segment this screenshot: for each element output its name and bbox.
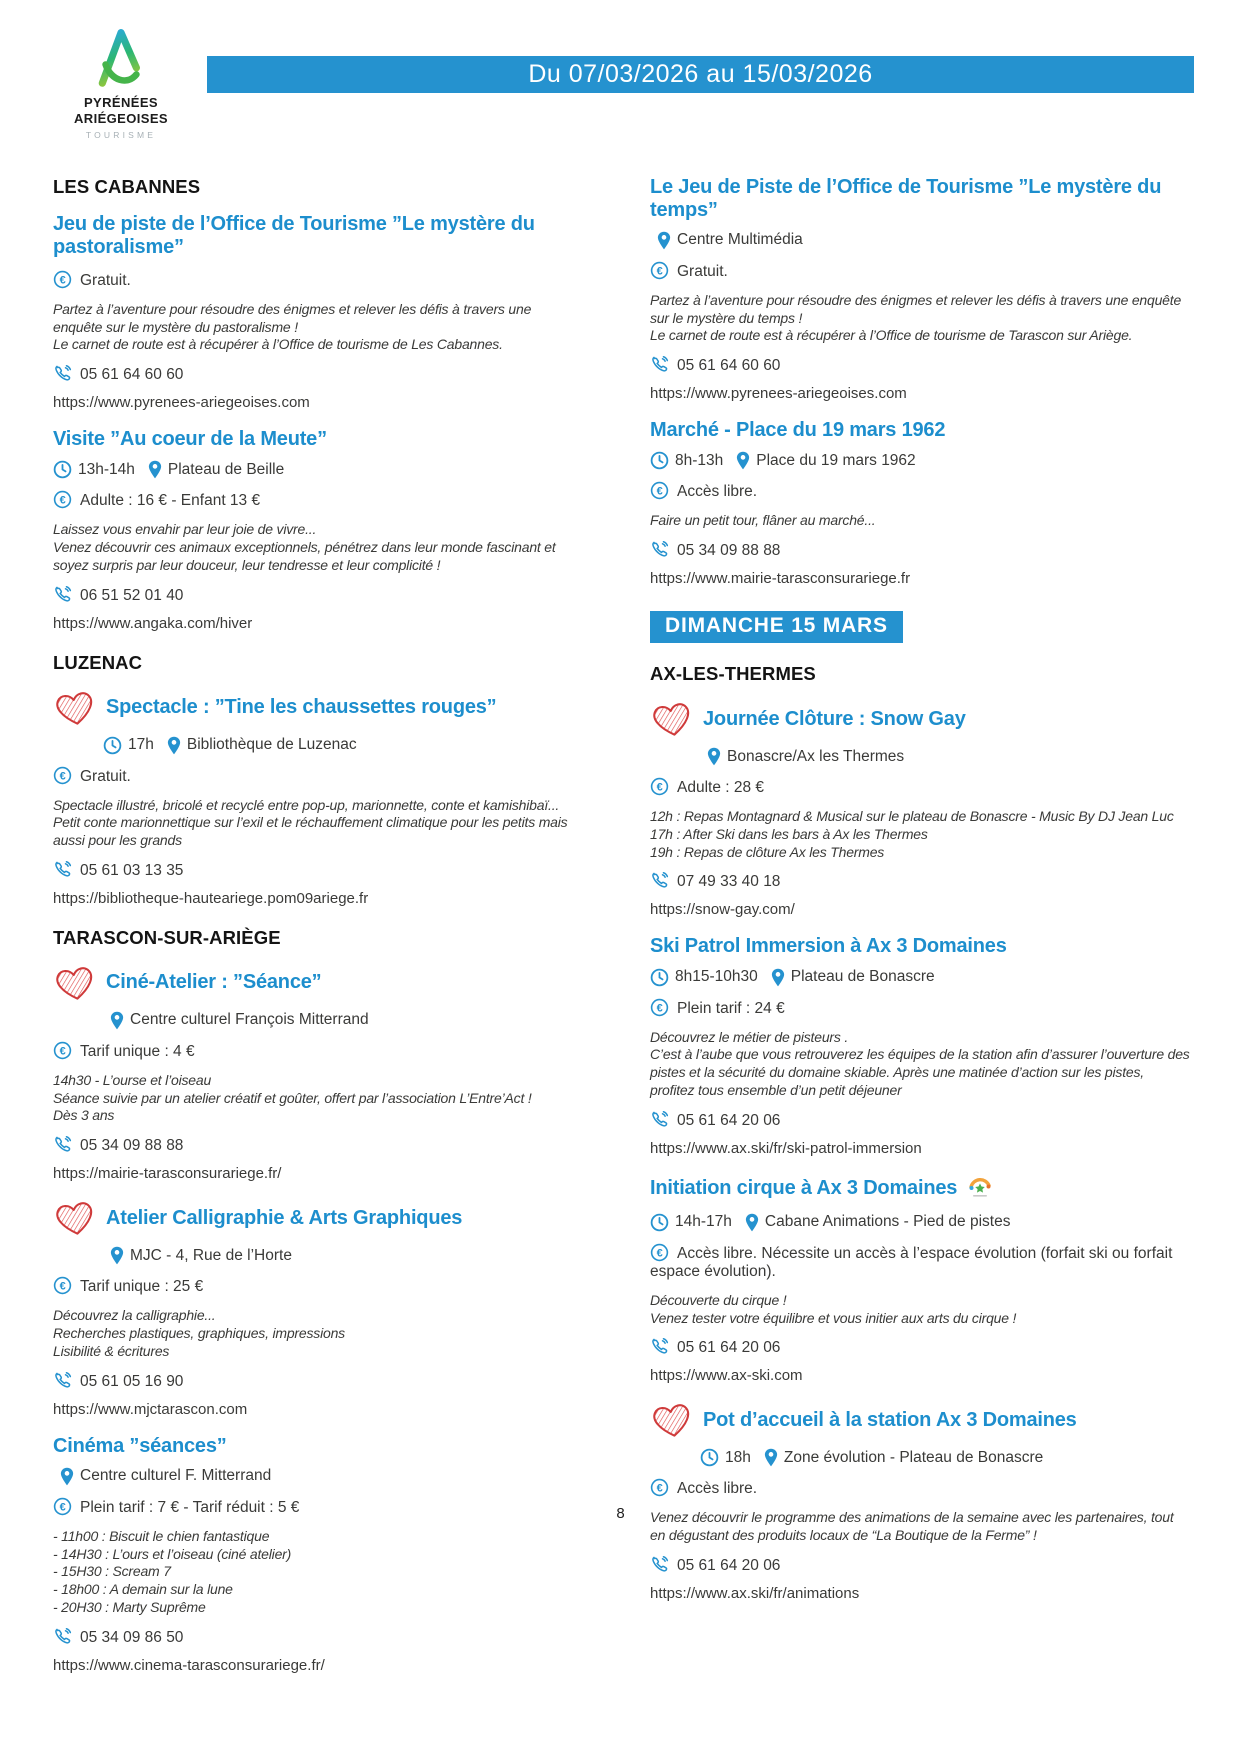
event-price-row [650,777,1191,797]
event-url[interactable]: https://www.ax.ski/fr/animations [650,1584,860,1602]
event-title-text: Cinéma ”séances” [53,1434,227,1457]
event-description [650,1029,1191,1100]
event-card [53,428,580,631]
event-description-line: - 15H30 : Scream 7 [53,1563,171,1580]
event-meta-row [53,1467,580,1486]
event-time: 8h-13h [675,451,724,469]
phone-icon [53,364,72,383]
event-place: MJC - 4, Rue de l’Horte [130,1246,292,1264]
event-meta-row [650,1213,1191,1232]
event-description-line: Le carnet de route est à récupérer à l’Office de tourisme de Les Cabannes. [53,336,503,353]
event-title-row [650,700,1191,738]
event-phone-number: 05 34 09 88 88 [677,542,781,560]
event-title-row [53,1435,580,1458]
event-phone-number: 05 61 64 60 60 [677,357,781,375]
event-title [650,419,945,442]
euro-price-icon [53,1276,72,1295]
event-title-text: Jeu de piste de l’Office de Tourisme ”Le mystère du pastoralisme” [53,212,535,258]
event-description [650,1292,1191,1328]
event-phone-row [53,1627,580,1647]
event-place: Centre culturel François Mitterrand [130,1011,369,1029]
event-phone-number: 05 61 64 60 60 [80,366,184,384]
event-description-line: Lisibilité & écritures [53,1342,170,1359]
event-card [650,1174,1191,1385]
euro-price-icon [650,998,669,1017]
location-pin-icon [167,736,181,755]
event-description-line: - 11h00 : Biscuit le chien fantastique [53,1527,270,1544]
phone-icon [53,1627,72,1646]
page-body [0,140,1241,1691]
right-column [650,176,1191,1619]
event-title-row [650,1174,1191,1204]
event-price-row [53,766,580,786]
location-pin-icon [657,231,671,250]
event-description-line: 14h30 - L’ourse et l’oiseau [53,1071,212,1088]
heart-icon [650,1401,694,1439]
event-price: Tarif unique : 25 € [80,1278,204,1296]
event-price-row [53,1041,580,1061]
event-title-text: Le Jeu de Piste de l’Office de Tourisme ”Le mystère du temps” [650,175,1162,221]
event-title-row [53,213,580,259]
svg-text:€: € [656,781,663,794]
event-place: Plateau de Beille [167,460,285,478]
event-title [703,708,966,731]
event-phone-number: 05 61 64 20 06 [677,1111,781,1129]
euro-price-icon [650,1478,669,1497]
event-phone-number: 05 61 64 20 06 [677,1556,781,1574]
city-heading: LUZENAC [53,651,143,673]
euro-price-icon [650,481,669,500]
event-title-text: Ciné-Atelier : ”Séance” [106,971,322,994]
phone-icon [650,1555,669,1574]
event-place: Bonascre/Ax les Thermes [727,747,905,765]
event-description-line: Partez à l’aventure pour résoudre des énigmes et relever les défis à travers une enquête sur le mystère du pastoralisme ! [53,300,532,335]
event-meta-row [103,1246,580,1265]
event-phone-row [53,1135,580,1155]
phone-icon [650,1110,669,1129]
event-title [650,176,1191,222]
location-pin-icon [745,1213,759,1232]
event-description-line: Petit conte marionnettique sur l’exil et le réchauffement climatique pour les petits mais aussi pour les grands [53,814,568,849]
event-card [650,935,1191,1156]
event-meta-row [650,231,1191,250]
event-meta-row [700,747,1191,766]
event-phone-number: 05 34 09 88 88 [80,1137,184,1155]
event-price: Plein tarif : 24 € [677,999,785,1017]
event-phone-row [650,871,1191,891]
event-title [650,1174,993,1204]
event-meta-row [700,1448,1191,1467]
event-url[interactable]: https://www.ax-ski.com [650,1367,803,1385]
event-meta-row [103,1011,580,1030]
event-description [53,521,580,574]
phone-icon [650,871,669,890]
euro-price-icon [650,1243,669,1262]
event-title-text: Spectacle : ”Tine les chaussettes rouges” [106,696,497,719]
event-place: Cabane Animations - Pied de pistes [764,1213,1011,1231]
event-title-text: Journée Clôture : Snow Gay [703,707,966,730]
event-title-text: Initiation cirque à Ax 3 Domaines [650,1176,958,1199]
event-place: Centre Multimédia [677,231,803,249]
event-title [106,696,496,719]
event-place: Place du 19 mars 1962 [756,451,916,469]
heart-icon [53,689,97,727]
famille-plus-icon [967,1174,993,1204]
event-phone-row [53,364,580,384]
event-price: Accès libre. [677,483,758,501]
event-description-line: Recherches plastiques, graphiques, impressions [53,1325,345,1342]
event-description-line: Venez tester votre équilibre et vous initier aux arts du cirque ! [650,1309,1017,1326]
location-pin-icon [736,451,750,470]
event-price: Tarif unique : 4 € [80,1042,195,1060]
event-time: 18h [725,1448,751,1466]
location-pin-icon [110,1011,124,1030]
svg-text:€: € [656,1482,663,1495]
pyrenees-ariegeoises-logo [57,28,185,140]
svg-text:€: € [59,769,66,782]
event-description-line: Séance suivie par un atelier créatif et goûter, offert par l’association L’Entre’Act ! [53,1089,532,1106]
event-title-row [53,689,580,727]
event-title-text: Ski Patrol Immersion à Ax 3 Domaines [650,935,1007,958]
logo-text-line1: PYRÉNÉES [83,95,158,110]
event-phone-number: 05 61 03 13 35 [80,861,184,879]
event-url[interactable]: https://bibliotheque-hauteariege.pom09ariege.fr [53,889,369,907]
phone-icon [53,1135,72,1154]
event-meta-row [103,736,580,755]
svg-text:€: € [59,274,66,287]
date-range-banner [207,56,1194,93]
location-pin-icon [764,1448,778,1467]
location-pin-icon [707,747,721,766]
event-description [53,797,580,850]
event-phone-row [650,1555,1191,1575]
event-place: Plateau de Bonascre [790,968,935,986]
event-description-line: Laissez vous envahir par leur joie de vivre... [53,521,317,538]
event-phone-number: 06 51 52 01 40 [80,586,184,604]
svg-text:€: € [656,1247,663,1260]
event-title [53,1435,227,1458]
svg-text:€: € [59,1280,66,1293]
euro-price-icon [53,490,72,509]
event-description-line: 12h : Repas Montagnard & Musical sur le plateau de Bonascre - Music By DJ Jean Luc [650,808,1174,825]
event-title-row [53,964,580,1002]
event-title [106,1207,462,1230]
event-description [53,1528,580,1617]
clock-icon [53,460,72,479]
event-description-line: Partez à l’aventure pour résoudre des énigmes et relever les défis à travers une enquête sur le mystère du temps ! [650,291,1182,326]
event-phone-row [53,1371,580,1391]
event-phone-number: 05 61 05 16 90 [80,1372,184,1390]
city-heading: TARASCON-SUR-ARIÈGE [53,926,281,948]
page-header [0,0,1241,140]
event-card [650,700,1191,918]
event-price: Adulte : 16 € - Enfant 13 € [80,492,261,510]
event-title-row [650,176,1191,222]
svg-text:€: € [59,494,66,507]
event-title [703,1409,1077,1432]
phone-icon [650,540,669,559]
event-title-row [650,935,1191,958]
euro-price-icon [650,261,669,280]
event-time: 17h [128,736,154,754]
event-description-line: 19h : Repas de clôture Ax les Thermes [650,843,885,860]
event-place: Bibliothèque de Luzenac [186,736,357,754]
event-description-line: Découverte du cirque ! [650,1291,787,1308]
event-description-line: Découvrez le métier de pisteurs . [650,1028,849,1045]
location-pin-icon [771,968,785,987]
event-meta-row [53,460,580,479]
svg-text:€: € [656,265,663,278]
event-phone-row [53,860,580,880]
event-price: Gratuit. [677,262,728,280]
event-price-row [53,490,580,510]
event-price-row [650,261,1191,281]
svg-text:€: € [656,485,663,498]
event-card [650,176,1191,403]
event-card [53,1199,580,1417]
event-price: Adulte : 28 € [677,779,765,797]
euro-price-icon [53,270,72,289]
event-description-line: Le carnet de route est à récupérer à l’Office de tourisme de Tarascon sur Ariège. [650,327,1133,344]
logo-text-line3: TOURISME [85,129,157,140]
event-phone-row [650,355,1191,375]
event-description-line: - 14H30 : L’ours et l’oiseau (ciné atelier) [53,1545,292,1562]
event-price-row [650,1243,1191,1281]
left-column [53,176,580,1691]
page-number: 8 [616,1505,625,1522]
event-url[interactable]: https://snow-gay.com/ [650,901,795,919]
event-description-line: C’est à l’aube que vous retrouverez les équipes de la station afin d’assurer l’ouverture des pistes et la sécurité du domaine skiable. Après une matinée d’action sur les pistes, profitez tous ensemble d’un petit déjeuner [650,1046,1190,1098]
event-price-row [650,481,1191,501]
event-description-line: Découvrez la calligraphie... [53,1307,216,1324]
heart-icon [53,1199,97,1237]
event-meta-row [650,451,1191,470]
event-title-text: Pot d’accueil à la station Ax 3 Domaines [703,1408,1077,1431]
clock-icon [650,1213,669,1232]
event-url[interactable]: https://www.pyrenees-ariegeoises.com [53,394,310,412]
heart-icon [650,700,694,738]
event-description-line: 17h : After Ski dans les bars à Ax les Thermes [650,825,928,842]
event-title [650,935,1007,958]
event-phone-number: 07 49 33 40 18 [677,873,781,891]
event-description [650,808,1191,861]
event-title [106,971,321,994]
clock-icon [650,451,669,470]
event-time: 14h-17h [675,1213,732,1231]
event-price: Gratuit. [80,271,131,289]
clock-icon [103,736,122,755]
event-card [53,213,580,412]
event-price-row [650,1478,1191,1498]
page-footer [0,1505,1241,1522]
event-price: Accès libre. [677,1480,758,1498]
event-phone-row [650,540,1191,560]
event-description-line: Venez découvrir le programme des animations de la semaine avec les partenaires, tout en dégustant des produits locaux de “La Boutique de la Ferme” ! [650,1509,1174,1544]
event-price: Gratuit. [80,767,131,785]
phone-icon [650,1337,669,1356]
event-title-row [650,1401,1191,1439]
event-phone-number: 05 61 64 20 06 [677,1339,781,1357]
event-phone-row [53,585,580,605]
event-phone-row [650,1337,1191,1357]
svg-text:€: € [656,1001,663,1014]
event-phone-row [650,1110,1191,1130]
clock-icon [700,1448,719,1467]
heart-icon [53,964,97,1002]
event-title-row [53,428,580,451]
event-url[interactable]: https://www.mairie-tarasconsurariege.fr [650,570,911,588]
euro-price-icon [53,766,72,785]
event-url[interactable]: https://www.cinema-tarasconsurariege.fr/ [53,1656,325,1674]
location-pin-icon [110,1246,124,1265]
event-title-row [53,1199,580,1237]
event-description-line: Dès 3 ans [53,1107,115,1124]
event-place: Centre culturel F. Mitterrand [80,1467,272,1485]
event-price-row [53,1276,580,1296]
event-title [53,428,327,451]
event-title-row [650,419,1191,442]
event-description-line: Spectacle illustré, bricolé et recyclé entre pop-up, marionnette, conte et kamishibaï... [53,796,560,813]
svg-text:€: € [59,1501,66,1514]
euro-price-icon [650,777,669,796]
phone-icon [53,860,72,879]
clock-icon [650,968,669,987]
event-card [53,964,580,1182]
event-url[interactable]: https://www.mjctarascon.com [53,1400,248,1418]
event-price: Plein tarif : 7 € - Tarif réduit : 5 € [80,1498,300,1516]
day-banner-row [650,611,1191,643]
event-title [53,213,580,259]
event-url[interactable]: https://www.pyrenees-ariegeoises.com [650,385,907,403]
location-pin-icon [148,460,162,479]
event-title-text: Atelier Calligraphie & Arts Graphiques [106,1206,463,1229]
event-url[interactable]: https://mairie-tarasconsurariege.fr/ [53,1165,282,1183]
event-description-line: - 20H30 : Marty Suprême [53,1598,206,1615]
event-time: 8h15-10h30 [675,968,758,986]
event-description [53,1307,580,1360]
phone-icon [650,355,669,374]
event-card [53,689,580,907]
event-card [650,419,1191,587]
euro-price-icon [53,1041,72,1060]
event-description [650,512,1191,530]
event-description-line: - 18h00 : A demain sur la lune [53,1581,233,1598]
event-description [53,301,580,354]
event-title-text: Visite ”Au coeur de la Meute” [53,428,327,451]
event-title-text: Marché - Place du 19 mars 1962 [650,419,946,442]
event-price-row [650,998,1191,1018]
event-phone-number: 05 34 09 86 50 [80,1628,184,1646]
date-range-text: Du 07/03/2026 au 15/03/2026 [528,60,873,88]
event-time: 13h-14h [78,460,135,478]
location-pin-icon [60,1467,74,1486]
event-description [650,292,1191,345]
event-description-line: Venez découvrir ces animaux exceptionnels, pénétrez dans leur monde fascinant et soyez surpris par leur douceur, leur tendresse et leur complicité ! [53,539,556,573]
event-card [650,1401,1191,1602]
svg-text:€: € [59,1045,66,1058]
event-url[interactable]: https://www.angaka.com/hiver [53,614,253,632]
event-place: Zone évolution - Plateau de Bonascre [783,1448,1044,1466]
event-url[interactable]: https://www.ax.ski/fr/ski-patrol-immersion [650,1139,922,1157]
day-banner: DIMANCHE 15 MARS [650,611,903,643]
event-meta-row [650,968,1191,987]
event-description-line: Faire un petit tour, flâner au marché... [650,512,876,529]
mountain-a-logo-icon [88,28,154,90]
city-heading: LES CABANNES [53,175,201,197]
phone-icon [53,585,72,604]
city-heading: AX-LES-THERMES [650,663,816,685]
event-description [53,1072,580,1125]
event-price-row [53,270,580,290]
phone-icon [53,1371,72,1390]
event-price: Accès libre. Nécessite un accès à l’espace évolution (forfait ski ou forfait espace évolution). [650,1244,1173,1280]
logo-text-line2: ARIÉGEOISES [74,111,168,127]
event-card [53,1435,580,1674]
